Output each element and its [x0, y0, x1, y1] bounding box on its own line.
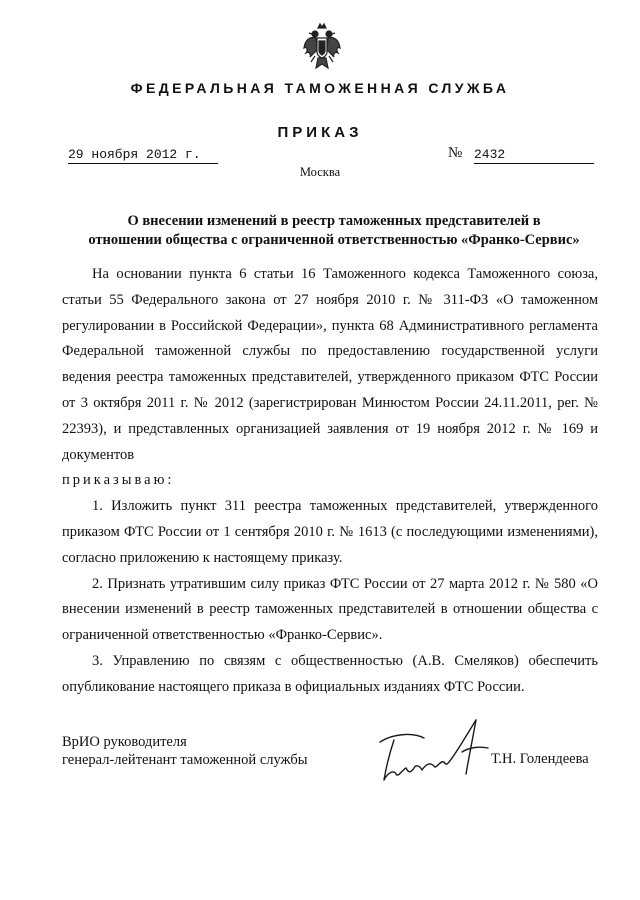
signer-name: Т.Н. Голендеева: [491, 751, 589, 767]
order-title-line-2: отношении общества с ограниченной ответственностью «Франко-Сервис»: [88, 232, 580, 248]
order-item-1: 1. Изложить пункт 311 реестра таможенных представителей, утвержденного приказом ФТС России от 1 сентября 2010 г. № 1613 (с последующими изменениями), согласно приложению к настоящему приказу.: [62, 498, 598, 566]
basis-text: На основании пункта 6 статьи 16 Таможенного кодекса Таможенного союза, статьи 55 Федерального закона от 27 ноября 2010 г. № 311-ФЗ «О таможенном регулировании в Российской Федерации», пункта 68 Административного регламента Федеральной таможенной службы по предоставлению государственной услуги ведения реестра таможенных представителей, утвержденного приказом ФТС России от 3 октября 2011 г. № 2012 (зарегистрирован Минюстом России 24.11.2011, рег. № 22393), и представленных организацией заявления от 19 ноября 2012 г. № 169 и документов: [62, 266, 598, 463]
order-body: [62, 262, 598, 701]
city: Москва: [299, 165, 341, 179]
order-item-2: 2. Признать утратившим силу приказ ФТС России от 27 марта 2012 г. № 580 «О внесении изменений в реестр таможенных представителей в отношении общества с ограниченной ответственностью «Франко-Сервис».: [62, 575, 598, 644]
signer-position: [62, 733, 308, 769]
order-word-paragraph: [62, 468, 598, 494]
order-date: 29 ноября 2012 г.: [68, 147, 218, 164]
coat-of-arms-icon: [302, 22, 342, 72]
document-type: ПРИКАЗ: [277, 124, 363, 141]
order-item-3: 3. Управлению по связям с общественностью (А.В. Смеляков) обеспечить опубликование настоящего приказа в официальных изданиях ФТС России.: [62, 652, 598, 695]
basis-paragraph: [62, 262, 598, 468]
order-word: приказываю:: [62, 472, 175, 489]
signer-position-line-2: генерал-лейтенант таможенной службы: [62, 752, 308, 768]
order-title: [68, 212, 600, 250]
order-title-line-1: О внесении изменений в реестр таможенных представителей в: [127, 213, 541, 229]
signer-position-line-1: ВрИО руководителя: [62, 734, 187, 750]
order-number-label: №: [448, 145, 463, 161]
handwritten-signature-icon: [372, 712, 492, 792]
agency-name: ФЕДЕРАЛЬНАЯ ТАМОЖЕННАЯ СЛУЖБА: [130, 80, 510, 96]
order-number: 2432: [474, 147, 594, 164]
